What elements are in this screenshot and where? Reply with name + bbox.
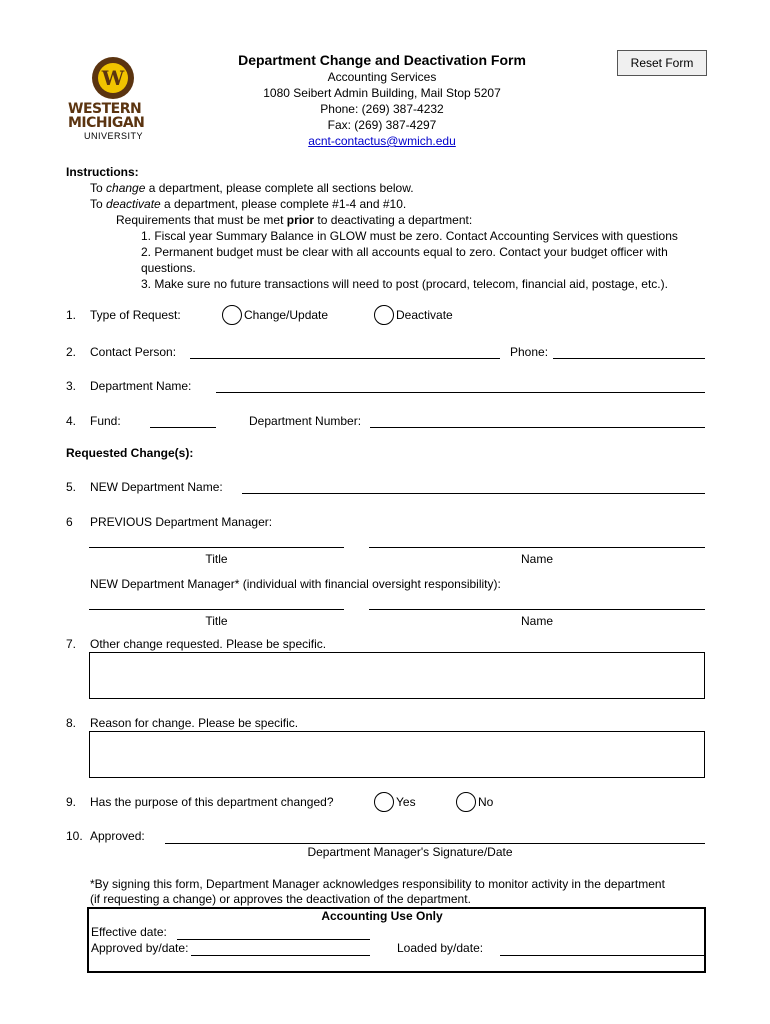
q9-label: Has the purpose of this department changed? bbox=[90, 795, 334, 809]
other-change-textarea[interactable] bbox=[89, 652, 705, 699]
loaded-by-label: Loaded by/date: bbox=[397, 941, 484, 955]
requirement-2-cont: questions. bbox=[141, 261, 196, 275]
signature-caption: Department Manager's Signature/Date bbox=[307, 845, 513, 859]
instruction-change: To change a department, please complete all sections below. bbox=[90, 181, 414, 195]
office-name: Accounting Services bbox=[327, 70, 437, 84]
effective-date-label: Effective date: bbox=[91, 925, 167, 939]
deactivate-label: Deactivate bbox=[396, 308, 453, 322]
new-manager-title-field[interactable] bbox=[89, 609, 344, 610]
phone-field[interactable] bbox=[553, 358, 705, 359]
form-title: Department Change and Deactivation Form bbox=[238, 52, 526, 68]
reason-textarea[interactable] bbox=[89, 731, 705, 778]
wmu-logo bbox=[66, 54, 161, 144]
q1-number: 1. bbox=[66, 308, 77, 322]
previous-manager-name-field[interactable] bbox=[369, 547, 705, 548]
reset-form-button[interactable]: Reset Form bbox=[617, 50, 707, 76]
q8-label: Reason for change. Please be specific. bbox=[90, 716, 299, 730]
approved-by-label: Approved by/date: bbox=[91, 941, 189, 955]
q8-number: 8. bbox=[66, 716, 77, 730]
disclaimer-line-1: *By signing this form, Department Manager acknowledges responsibility to monitor activity in the department bbox=[90, 877, 665, 891]
department-number-label: Department Number: bbox=[249, 414, 362, 428]
q4-label: Fund: bbox=[90, 414, 121, 428]
logo-line-michigan: MICHIGAN bbox=[68, 115, 145, 131]
new-manager-name-field[interactable] bbox=[369, 609, 705, 610]
department-name-field[interactable] bbox=[216, 392, 705, 393]
q2-label: Contact Person: bbox=[90, 345, 177, 359]
purpose-yes-radio[interactable] bbox=[374, 792, 394, 812]
approved-by-field[interactable] bbox=[191, 955, 370, 956]
q7-number: 7. bbox=[66, 637, 77, 651]
phone-label: Phone: bbox=[510, 345, 549, 359]
q5-number: 5. bbox=[66, 480, 77, 494]
logo-letter: W bbox=[101, 66, 125, 90]
new-department-name-field[interactable] bbox=[242, 493, 705, 494]
signature-field[interactable] bbox=[165, 843, 705, 844]
q10-label: Approved: bbox=[90, 829, 145, 843]
q4-number: 4. bbox=[66, 414, 77, 428]
contact-person-field[interactable] bbox=[190, 358, 500, 359]
contact-email-link[interactable]: acnt-contactus@wmich.edu bbox=[308, 134, 456, 148]
requirement-2: 2. Permanent budget must be clear with all accounts equal to zero. Contact your budget officer with bbox=[141, 245, 668, 259]
purpose-no-radio[interactable] bbox=[456, 792, 476, 812]
office-phone: Phone: (269) 387-4232 bbox=[320, 102, 444, 116]
q3-number: 3. bbox=[66, 379, 77, 393]
loaded-by-field[interactable] bbox=[500, 955, 705, 956]
instruction-deactivate: To deactivate a department, please complete #1-4 and #10. bbox=[90, 197, 407, 211]
logo-line-western: WESTERN bbox=[68, 101, 142, 117]
office-fax: Fax: (269) 387-4297 bbox=[327, 118, 437, 132]
q7-label: Other change requested. Please be specific. bbox=[90, 637, 327, 651]
q6-label: PREVIOUS Department Manager: bbox=[90, 515, 273, 529]
q3-label: Department Name: bbox=[90, 379, 192, 393]
instructions-heading: Instructions: bbox=[66, 165, 139, 179]
new-title-caption: Title bbox=[205, 614, 228, 628]
logo-line-university: UNIVERSITY bbox=[84, 131, 144, 141]
department-number-field[interactable] bbox=[370, 427, 705, 428]
new-name-caption: Name bbox=[520, 614, 553, 628]
requirements-intro: Requirements that must be met prior to deactivating a department: bbox=[116, 213, 473, 227]
q5-label: NEW Department Name: bbox=[90, 480, 223, 494]
effective-date-field[interactable] bbox=[177, 939, 370, 940]
q2-number: 2. bbox=[66, 345, 77, 359]
q10-number: 10. bbox=[66, 829, 83, 843]
disclaimer-line-2: (if requesting a change) or approves the deactivation of the department. bbox=[90, 892, 471, 906]
change-update-label: Change/Update bbox=[244, 308, 329, 322]
accounting-heading: Accounting Use Only bbox=[321, 909, 443, 923]
requested-changes-heading: Requested Change(s): bbox=[66, 446, 194, 460]
requirement-3: 3. Make sure no future transactions will need to post (procard, telecom, financial aid, postage, etc.). bbox=[141, 277, 668, 291]
previous-name-caption: Name bbox=[520, 552, 553, 566]
purpose-yes-label: Yes bbox=[396, 795, 416, 809]
q9-number: 9. bbox=[66, 795, 77, 809]
change-update-radio[interactable] bbox=[222, 305, 242, 325]
q6-number: 6 bbox=[66, 515, 73, 529]
deactivate-radio[interactable] bbox=[374, 305, 394, 325]
requirement-1: 1. Fiscal year Summary Balance in GLOW must be zero. Contact Accounting Services with questions bbox=[141, 229, 678, 243]
office-address: 1080 Seibert Admin Building, Mail Stop 5207 bbox=[263, 86, 501, 100]
purpose-no-label: No bbox=[478, 795, 494, 809]
previous-title-caption: Title bbox=[205, 552, 228, 566]
q1-label: Type of Request: bbox=[90, 308, 181, 322]
new-manager-label: NEW Department Manager* (individual with financial oversight responsibility): bbox=[90, 577, 501, 591]
fund-field[interactable] bbox=[150, 427, 216, 428]
previous-manager-title-field[interactable] bbox=[89, 547, 344, 548]
